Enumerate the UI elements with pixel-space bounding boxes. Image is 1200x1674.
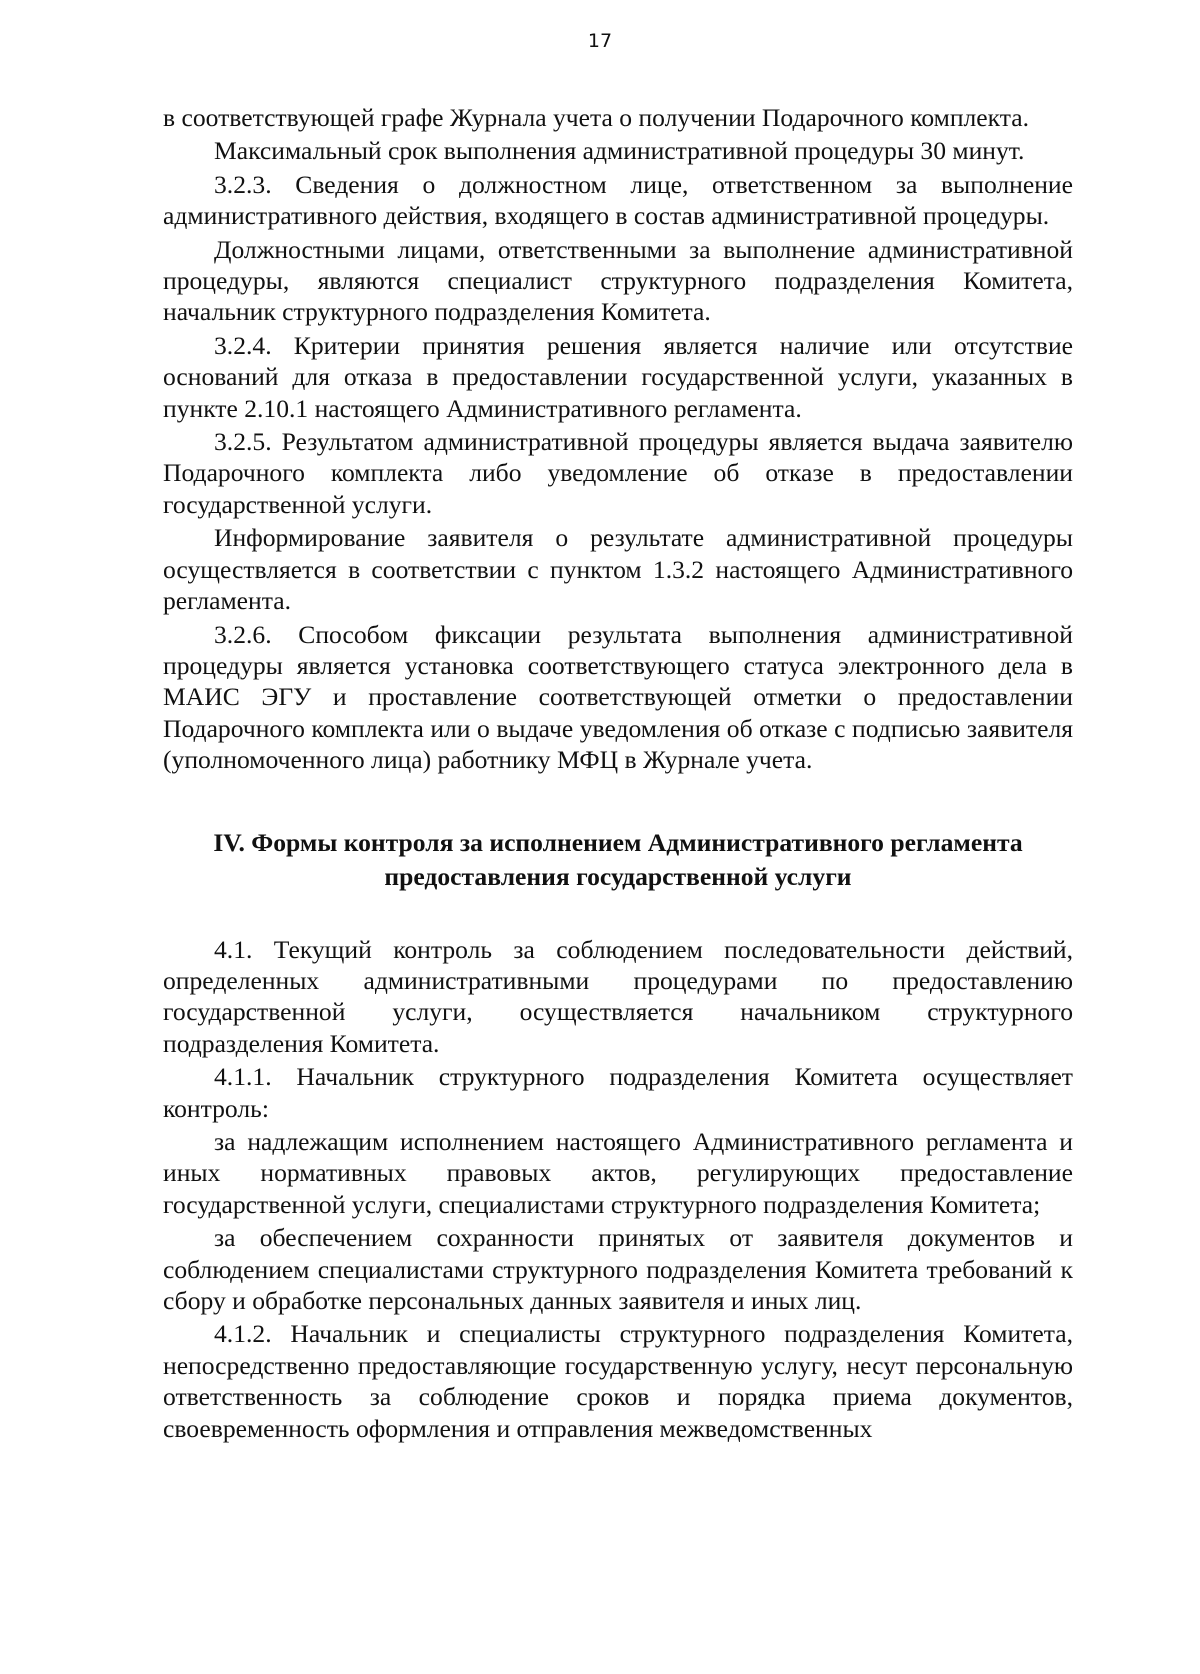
paragraph: Информирование заявителя о результате административной процедуры осуществляется в соответствии с пунктом 1.3.2 настоящего Административного регламента. bbox=[163, 523, 1073, 616]
paragraph: 3.2.4. Критерии принятия решения является наличие или отсутствие оснований для отказа в предоставлении государственной услуги, указанных в пункте 2.10.1 настоящего Административного регламента. bbox=[163, 330, 1073, 423]
paragraph: 4.1.2. Начальник и специалисты структурного подразделения Комитета, непосредственно предоставляющие государственную услугу, несут персональную ответственность за соблюдение сроков и порядка приема документов, своевременность оформления и отправления межведомственных bbox=[163, 1319, 1073, 1443]
document-body bbox=[163, 102, 1073, 1444]
section-3-paragraphs bbox=[163, 102, 1073, 776]
paragraph: Должностными лицами, ответственными за выполнение административной процедуры, являются специалист структурного подразделения Комитета, начальник структурного подразделения Комитета. bbox=[163, 234, 1073, 327]
paragraph: за надлежащим исполнением настоящего Административного регламента и иных нормативных правовых актов, регулирующих предоставление государственной услуги, специалистами структурного подразделения Комитета; bbox=[163, 1126, 1073, 1219]
section-title-line-1: IV. Формы контроля за исполнением Административного регламента bbox=[213, 827, 1023, 857]
section-title-line-2: предоставления государственной услуги bbox=[384, 861, 852, 891]
paragraph: в соответствующей графе Журнала учета о получении Подарочного комплекта. bbox=[163, 103, 1030, 132]
page-number: 17 bbox=[587, 30, 613, 52]
paragraph: 3.2.5. Результатом административной процедуры является выдача заявителю Подарочного комплекта либо уведомление об отказе в предоставлении государственной услуги. bbox=[163, 427, 1073, 519]
section-4-paragraphs bbox=[163, 934, 1073, 1445]
paragraph: 4.1.1. Начальник структурного подразделения Комитета осуществляет контроль: bbox=[163, 1062, 1073, 1123]
paragraph: Максимальный срок выполнения административной процедуры 30 минут. bbox=[214, 136, 1025, 166]
paragraph: за обеспечением сохранности принятых от заявителя документов и соблюдением специалистами структурного подразделения Комитета требований к сбору и обработке персональных данных заявителя и иных лиц. bbox=[163, 1223, 1073, 1315]
paragraph: 3.2.6. Способом фиксации результата выполнения административной процедуры является установка соответствующего статуса электронного дела в МАИС ЭГУ и проставление соответствующей отметки о предоставлении Подарочного комплекта или о выдаче уведомления об отказе с подписью заявителя (уполномоченного лица) работнику МФЦ в Журнале учета. bbox=[163, 619, 1073, 775]
paragraph: 4.1. Текущий контроль за соблюдением последовательности действий, определенных административными процедурами по предоставлению государственной услуги, осуществляется начальником структурного подразделения Комитета. bbox=[163, 934, 1073, 1058]
paragraph: 3.2.3. Сведения о должностном лице, ответственном за выполнение административного действия, входящего в состав административной процедуры. bbox=[163, 169, 1073, 231]
section-title bbox=[163, 826, 1073, 894]
